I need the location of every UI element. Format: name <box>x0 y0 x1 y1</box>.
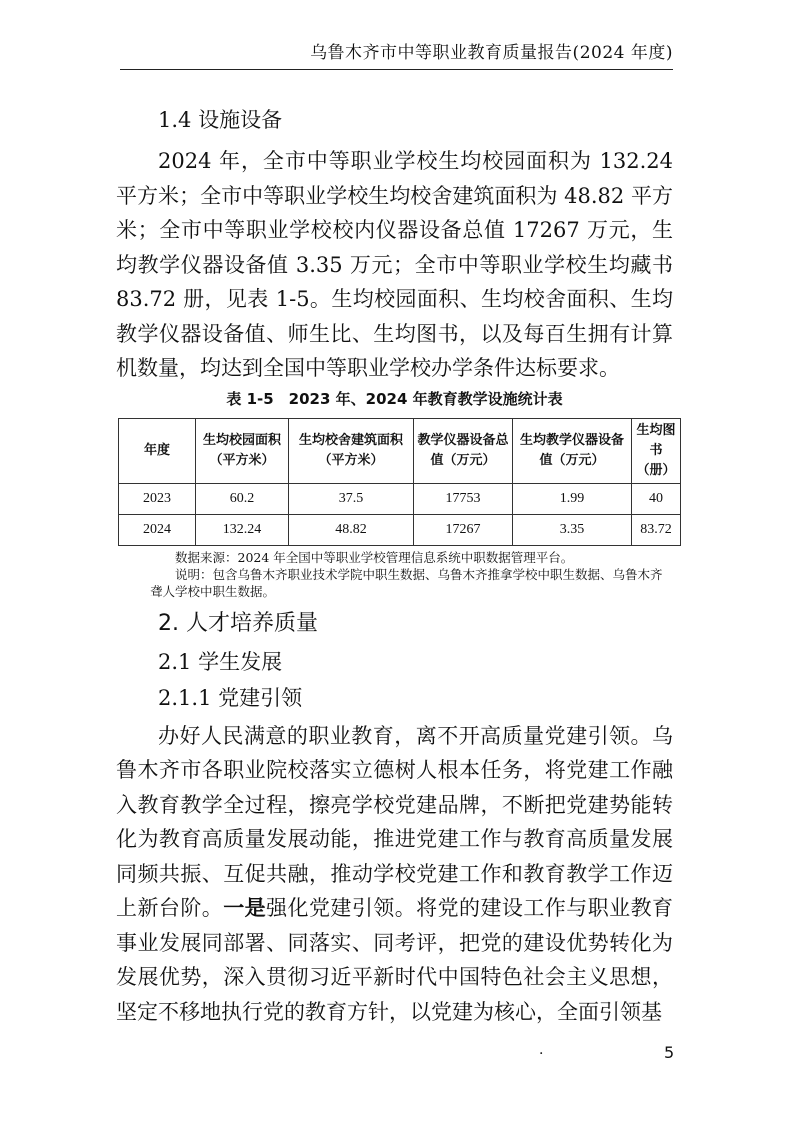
party-building-paragraph <box>116 719 673 1030</box>
table-header-cell: 生均校园面积（平方米） <box>196 418 289 483</box>
table-explanation-note: 说明：包含乌鲁木齐职业技术学院中职生数据、乌鲁木齐推拿学校中职生数据、乌鲁木齐聋人学校中职生数据。 <box>150 566 663 599</box>
table-cell: 2023 <box>119 483 196 514</box>
table-cell: 2024 <box>119 514 196 545</box>
paragraph-bold-text: 一是 <box>223 895 267 920</box>
table-title: 表 1-5 2023 年、2024 年教育教学设施统计表 <box>226 389 563 408</box>
table-header-row <box>119 418 681 483</box>
table-cell: 17267 <box>414 514 513 545</box>
table-cell: 60.2 <box>196 483 289 514</box>
table-source-note: 数据来源：2024 年全国中等职业学校管理信息系统中职数据管理平台。 <box>175 549 574 565</box>
table-header-cell: 生均图书（册） <box>632 418 681 483</box>
page-header: 乌鲁木齐市中等职业教育质量报告(2024 年度) <box>120 38 673 70</box>
page-content <box>116 98 676 1029</box>
table-cell: 40 <box>632 483 681 514</box>
table-header-cell: 教学仪器设备总值（万元） <box>414 418 513 483</box>
table-row <box>119 514 681 545</box>
table-row <box>119 483 681 514</box>
table-cell: 83.72 <box>632 514 681 545</box>
section-heading-2: 2. 人才培养质量 <box>158 610 318 636</box>
table-cell: 48.82 <box>289 514 414 545</box>
section-heading-2-1: 2.1 学生发展 <box>158 649 283 674</box>
section-heading-2-1-1: 2.1.1 党建引领 <box>158 685 303 710</box>
table-header-cell: 生均校舍建筑面积（平方米） <box>289 418 414 483</box>
section-heading-1-4: 1.4 设施设备 <box>158 108 283 132</box>
table-header-cell: 生均教学仪器设备值（万元） <box>513 418 632 483</box>
table-cell: 3.35 <box>513 514 632 545</box>
page-number: 5 <box>664 1043 675 1062</box>
paragraph-rest-text: 强化党建引领。将党的建设工作与职业教育事业发展同部署、同落实、同考评，把党的建设优势转化为发展优势，深入贯彻习近平新时代中国特色社会主义思想，坚定不移地执行党的教育方针，以党建为核心，全面引领基 <box>116 896 674 1024</box>
table-cell: 37.5 <box>289 483 414 514</box>
facilities-table <box>118 418 681 546</box>
table-header-cell: 年度 <box>119 418 196 483</box>
paragraph-lead-text: 办好人民满意的职业教育，离不开高质量党建引领。乌鲁木齐市各职业院校落实立德树人根本任务，将党建工作融入教育教学全过程，擦亮学校党建品牌，不断把党建势能转化为教育高质量发展动能，推进党建工作与教育高质量发展同频共振、互促共融，推动学校党建工作和教育教学工作迈上新台阶。 <box>116 723 673 920</box>
table-cell: 17753 <box>414 483 513 514</box>
table-cell: 132.24 <box>196 514 289 545</box>
footer-dot: · <box>539 1046 544 1062</box>
table-cell: 1.99 <box>513 483 632 514</box>
facilities-paragraph: 2024 年，全市中等职业学校生均校园面积为 132.24 平方米；全市中等职业学校生均校舍建筑面积为 48.82 平方米；全市中等职业学校校内仪器设备总值 17267 万元，生均教学仪器设备值 3.35 万元；全市中等职业学校生均藏书 83.72 册，见表 1-5。生均校园面积、生均校舍面积、生均教学仪器设备值、师生比、生均图书，以及每百生拥有计算机数量，均达到全国中等职业学校办学条件达标要求。 <box>116 149 673 380</box>
